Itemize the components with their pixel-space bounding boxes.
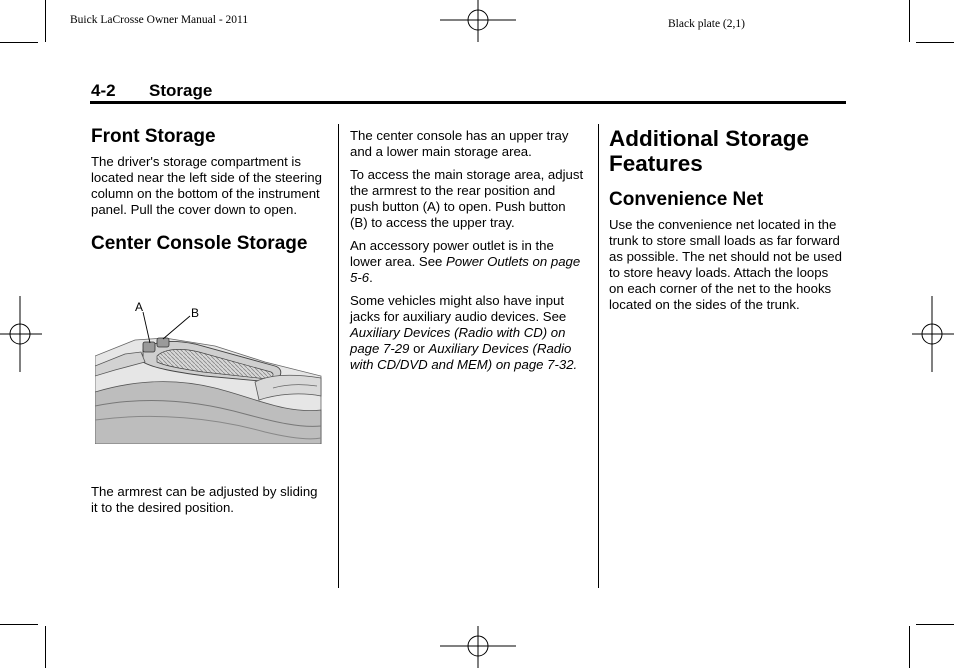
manual-title: Buick LaCrosse Owner Manual - 2011 (70, 14, 249, 26)
registration-mark-icon (440, 0, 516, 42)
crop-mark (0, 42, 38, 43)
crop-mark (909, 0, 910, 42)
console-paragraph-2: To access the main storage area, adjust the armrest to the rear position and push button (A) to open. Push button (B) to access the upper tray. (350, 167, 584, 230)
column-3 (609, 126, 845, 313)
crop-mark (0, 624, 38, 625)
section-rule (90, 101, 846, 104)
center-console-illustration (95, 296, 323, 444)
convenience-net-heading: Convenience Net (609, 189, 764, 210)
figure-label-a: A (135, 300, 144, 314)
or-text: or (413, 341, 425, 356)
crop-mark (45, 626, 46, 668)
section-number: 4-2 (91, 81, 116, 100)
aux-devices-dvd-link[interactable]: Auxiliary Devices (Radio with CD/DVD and MEM) on page 7-32. (350, 341, 578, 372)
center-console-heading: Center Console Storage (91, 233, 308, 254)
aux-text: Some vehicles might also have input jacks for auxiliary audio devices. See (350, 293, 567, 324)
console-paragraph-1: The center console has an upper tray and a lower main storage area. (350, 128, 569, 159)
figure-label-b: B (191, 306, 200, 320)
armrest-text: The armrest can be adjusted by sliding it to the desired position. (91, 484, 318, 515)
column-divider (338, 124, 339, 588)
convenience-net-text: Use the convenience net located in the trunk to store small loads as far forward as possible. The net should not be used to store heavy loads. Attach the loops on each corner of the net to the hooks located on the sides of the trunk. (609, 217, 842, 312)
additional-storage-heading: Additional Storage Features (609, 126, 810, 176)
crop-mark (916, 624, 954, 625)
aux-devices-cd-link[interactable]: Auxiliary Devices (Radio with CD) on page 7-29 (350, 325, 566, 356)
registration-mark-icon (440, 626, 516, 668)
crop-mark (909, 626, 910, 668)
column-1 (91, 126, 327, 255)
crop-mark (916, 42, 954, 43)
registration-mark-icon (912, 296, 954, 372)
registration-mark-icon (0, 296, 42, 372)
console-paragraph-4 (350, 293, 586, 373)
power-outlets-link[interactable]: Power Outlets on page 5-6 (350, 254, 581, 285)
column-divider (598, 124, 599, 588)
front-storage-text: The driver's storage compartment is located near the left side of the steering column on the bottom of the instrument panel. Pull the cover down to open. (91, 154, 322, 217)
armrest-paragraph (91, 484, 327, 516)
console-paragraph-3: An accessory power outlet is in the lower area. See Power Outlets on page 5-6. (350, 238, 581, 285)
crop-mark (45, 0, 46, 42)
front-storage-heading: Front Storage (91, 126, 216, 147)
column-2 (350, 128, 586, 373)
plate-label: Black plate (2,1) (668, 18, 745, 30)
power-outlet-text: An accessory power outlet is in the lower area. See (350, 238, 554, 269)
section-title: Storage (149, 81, 213, 100)
